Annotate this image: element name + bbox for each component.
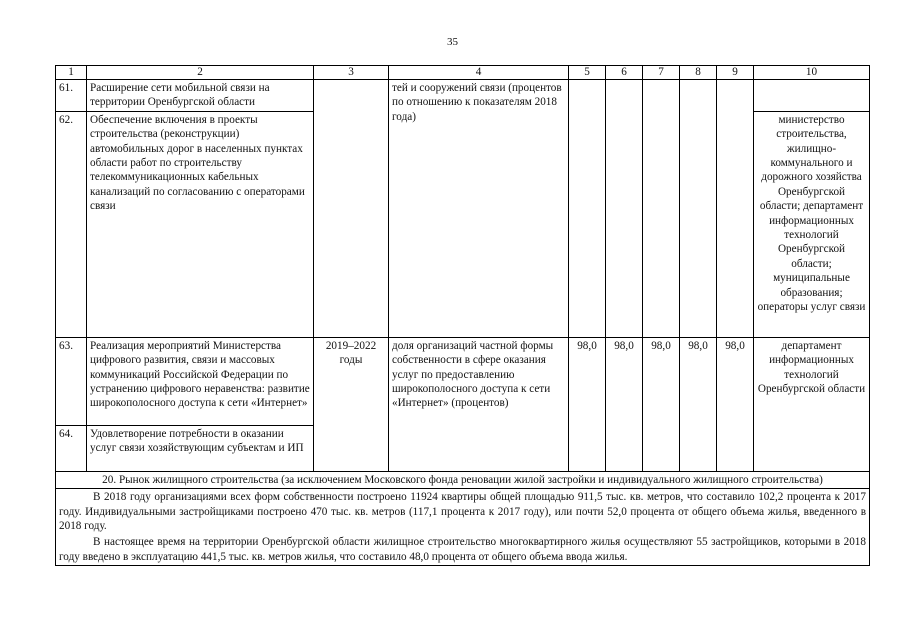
paragraph: В 2018 году организациями всех форм собственности построено 11924 квартиры общей площадью 911,5 тыс. кв. метров, что составило 102,2 процента к 2017 году. Индивидуальными застройщиками построено 470 тыс. кв. метров (117,1 процента к 2017 году), или почти 52,0 процента от общего объема жилья, введенного в 2018 году. (59, 491, 866, 533)
page-number: 35 (447, 36, 458, 48)
value-cell (643, 80, 680, 338)
period-cell (314, 80, 389, 338)
section-row (56, 471, 870, 488)
column-number-row (56, 66, 870, 80)
table-row (56, 80, 870, 112)
value-cell: 98,0 (680, 337, 717, 471)
responsible-cell: министерство строительства, жилищно-коммунального и дорожного хозяйства Оренбургской области; департамент информационных технологий Оренбургской области; муниципальные образования; операторы услуг связи (754, 111, 870, 337)
column-number: 10 (754, 66, 870, 80)
indicator-cell: тей и сооружений связи (процентов по отношению к показателям 2018 года) (389, 80, 569, 338)
measures-table (55, 65, 870, 566)
column-number: 8 (680, 66, 717, 80)
column-number: 5 (569, 66, 606, 80)
measure-cell: Обеспечение включения в проекты строительства (реконструкции) автомобильных дорог в населенных пунктах области работ по строительству телекоммуникационных кабельных канализаций по согласованию с операторами связи (87, 111, 314, 337)
value-cell (569, 80, 606, 338)
measure-cell: Расширение сети мобильной связи на территории Оренбургской области (87, 80, 314, 112)
row-number: 63. (56, 337, 87, 425)
responsible-cell: департамент информационных технологий Оренбургской области (754, 337, 870, 471)
column-number: 7 (643, 66, 680, 80)
responsible-cell (754, 80, 870, 112)
period-cell: 2019–2022 годы (314, 337, 389, 471)
column-number: 3 (314, 66, 389, 80)
paragraph: В настоящее время на территории Оренбургской области жилищное строительство многоквартирного жилья осуществляют 55 застройщиков, которыми в 2018 году введено в эксплуатацию 441,5 тыс. кв. метров жилья, что составило 48,0 процента от общего объема ввода жилья. (59, 536, 866, 563)
value-cell: 98,0 (643, 337, 680, 471)
row-number: 61. (56, 80, 87, 112)
text-row (56, 489, 870, 566)
indicator-cell: доля организаций частной формы собственности в сфере оказания услуг по предоставлению широкополосного доступа к сети «Интернет» (процентов) (389, 337, 569, 471)
table-row (56, 337, 870, 425)
section-text (56, 489, 870, 566)
column-number: 6 (606, 66, 643, 80)
value-cell (606, 80, 643, 338)
value-cell: 98,0 (717, 337, 754, 471)
value-cell: 98,0 (569, 337, 606, 471)
row-number: 62. (56, 111, 87, 337)
value-cell (680, 80, 717, 338)
column-number: 9 (717, 66, 754, 80)
measure-cell: Реализация мероприятий Министерства цифрового развития, связи и массовых коммуникаций Российской Федерации по устранению цифрового неравенства: развитие широкополосного доступа к сети «Интернет» (87, 337, 314, 425)
row-number: 64. (56, 425, 87, 471)
column-number: 4 (389, 66, 569, 80)
column-number: 2 (87, 66, 314, 80)
value-cell (717, 80, 754, 338)
value-cell: 98,0 (606, 337, 643, 471)
section-title: 20. Рынок жилищного строительства (за исключением Московского фонда реновации жилой застройки и индивидуального жилищного строительства) (56, 471, 870, 488)
column-number: 1 (56, 66, 87, 80)
measure-cell: Удовлетворение потребности в оказании услуг связи хозяйствующим субъектам и ИП (87, 425, 314, 471)
